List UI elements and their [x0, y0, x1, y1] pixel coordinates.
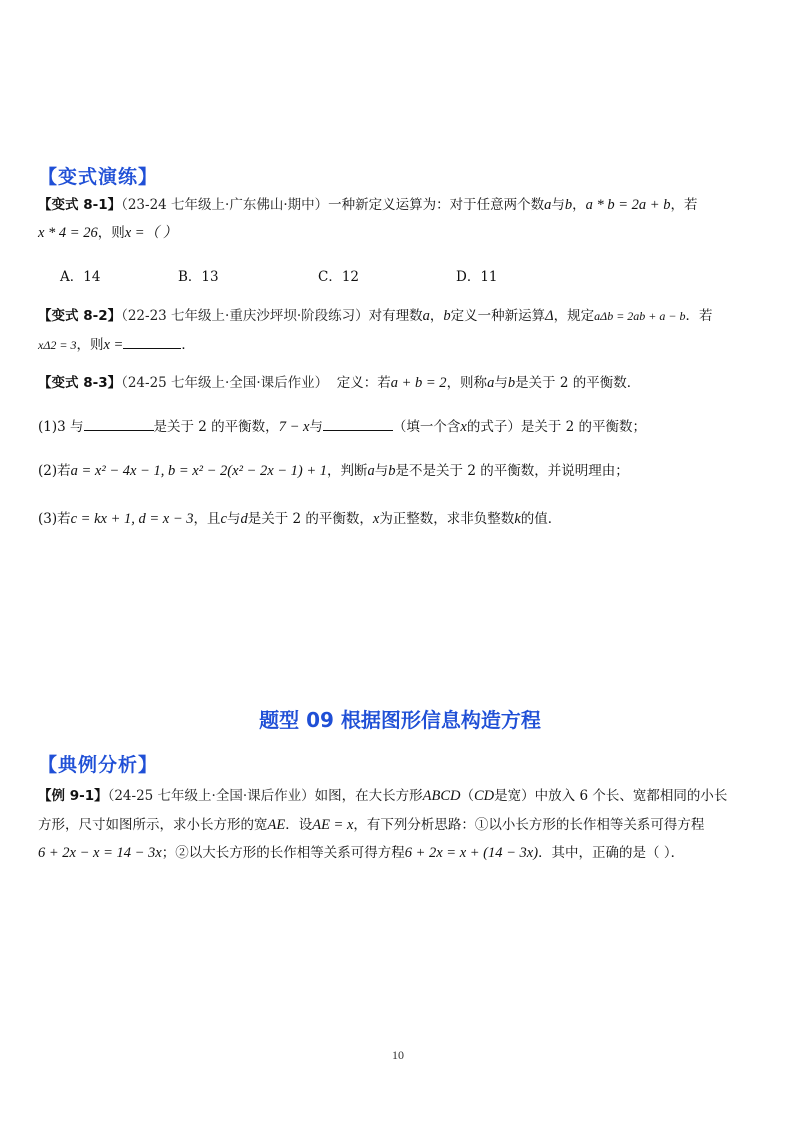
example-9-1-line-3: 6 + 2x − x = 14 − 3x；②以大长方形的长作相等关系可得方程6 + 2x = x + (14 − 3x)．其中，正确的是（ ）． [38, 845, 685, 861]
variant-8-3-question-3: (3)若c = kx + 1, d = x − 3，且c与d是关于 2 的平衡数，x为正整数，求非负整数k的值． [38, 511, 562, 527]
variant-8-1-definition: a * b = 2a + b [585, 197, 671, 213]
variant-8-1-tag: 【变式 8-1】 [38, 197, 122, 213]
example-9-1-line-2: 方形，尺寸如图所示，求小长方形的宽AE．设AE = x，有下列分析思路：①以小长方形的长作相等关系可得方程 [38, 817, 705, 833]
variant-8-1-option-d: D．11 [456, 269, 498, 285]
equation-1: 6 + 2x − x = 14 − 3x [38, 845, 162, 861]
variant-8-1-line-1: 【变式 8-1】（23-24 七年级上·广东佛山·期中）一种新定义运算为：对于任意两个数a与b，a * b = 2a + b，若 [38, 197, 698, 213]
variant-8-3-question-1: (1)3 与 是关于 2 的平衡数，7 − x与 （填一个含x的式子）是关于 2 的平衡数； [38, 416, 646, 437]
equation-2: 6 + 2x = x + (14 − 3x) [404, 845, 539, 861]
variant-8-3-line-1: 【变式 8-3】（24-25 七年级上·全国·课后作业） 定义：若a + b = 2，则称a与b是关于 2 的平衡数． [38, 375, 641, 391]
example-analysis-heading: 【典例分析】 [38, 754, 159, 776]
question-1-blank-1[interactable] [84, 416, 154, 431]
variant-8-2-line-2: xΔ2 = 3，则x = ． [38, 334, 195, 355]
variant-8-3-tag: 【变式 8-3】 [38, 375, 122, 391]
variant-practice-heading: 【变式演练】 [38, 166, 159, 188]
example-9-1-tag: 【例 9-1】 [38, 788, 108, 804]
page-number: 10 [392, 1048, 404, 1062]
topic-09-title: 题型 09 根据图形信息构造方程 [259, 708, 541, 732]
variant-8-2-definition: aΔb = 2ab + a − b [594, 309, 686, 323]
example-9-1-line-1: 【例 9-1】（24-25 七年级上·全国·课后作业）如图，在大长方形ABCD（CD是宽）中放入 6 个长、宽都相同的小长 [38, 788, 728, 804]
question-1-blank-2[interactable] [323, 416, 393, 431]
variant-8-1-option-b: B．13 [178, 269, 219, 285]
variant-8-2-tag: 【变式 8-2】 [38, 308, 122, 324]
variant-8-1-option-a: A．14 [60, 269, 101, 285]
variant-8-1-option-c: C．12 [318, 269, 360, 285]
variant-8-3-question-2: (2)若a = x² − 4x − 1, b = x² − 2(x² − 2x − 1) + 1，判断a与b是不是关于 2 的平衡数，并说明理由； [38, 463, 629, 479]
variant-8-2-line-1: 【变式 8-2】（22-23 七年级上·重庆沙坪坝·阶段练习）对有理数a，b定义一种新运算Δ，规定aΔb = 2ab + a − b．若 [38, 308, 713, 324]
variant-8-2-answer-blank[interactable] [123, 334, 181, 349]
variant-8-1-line-2: x * 4 = 26，则x =（ ） [38, 225, 178, 241]
